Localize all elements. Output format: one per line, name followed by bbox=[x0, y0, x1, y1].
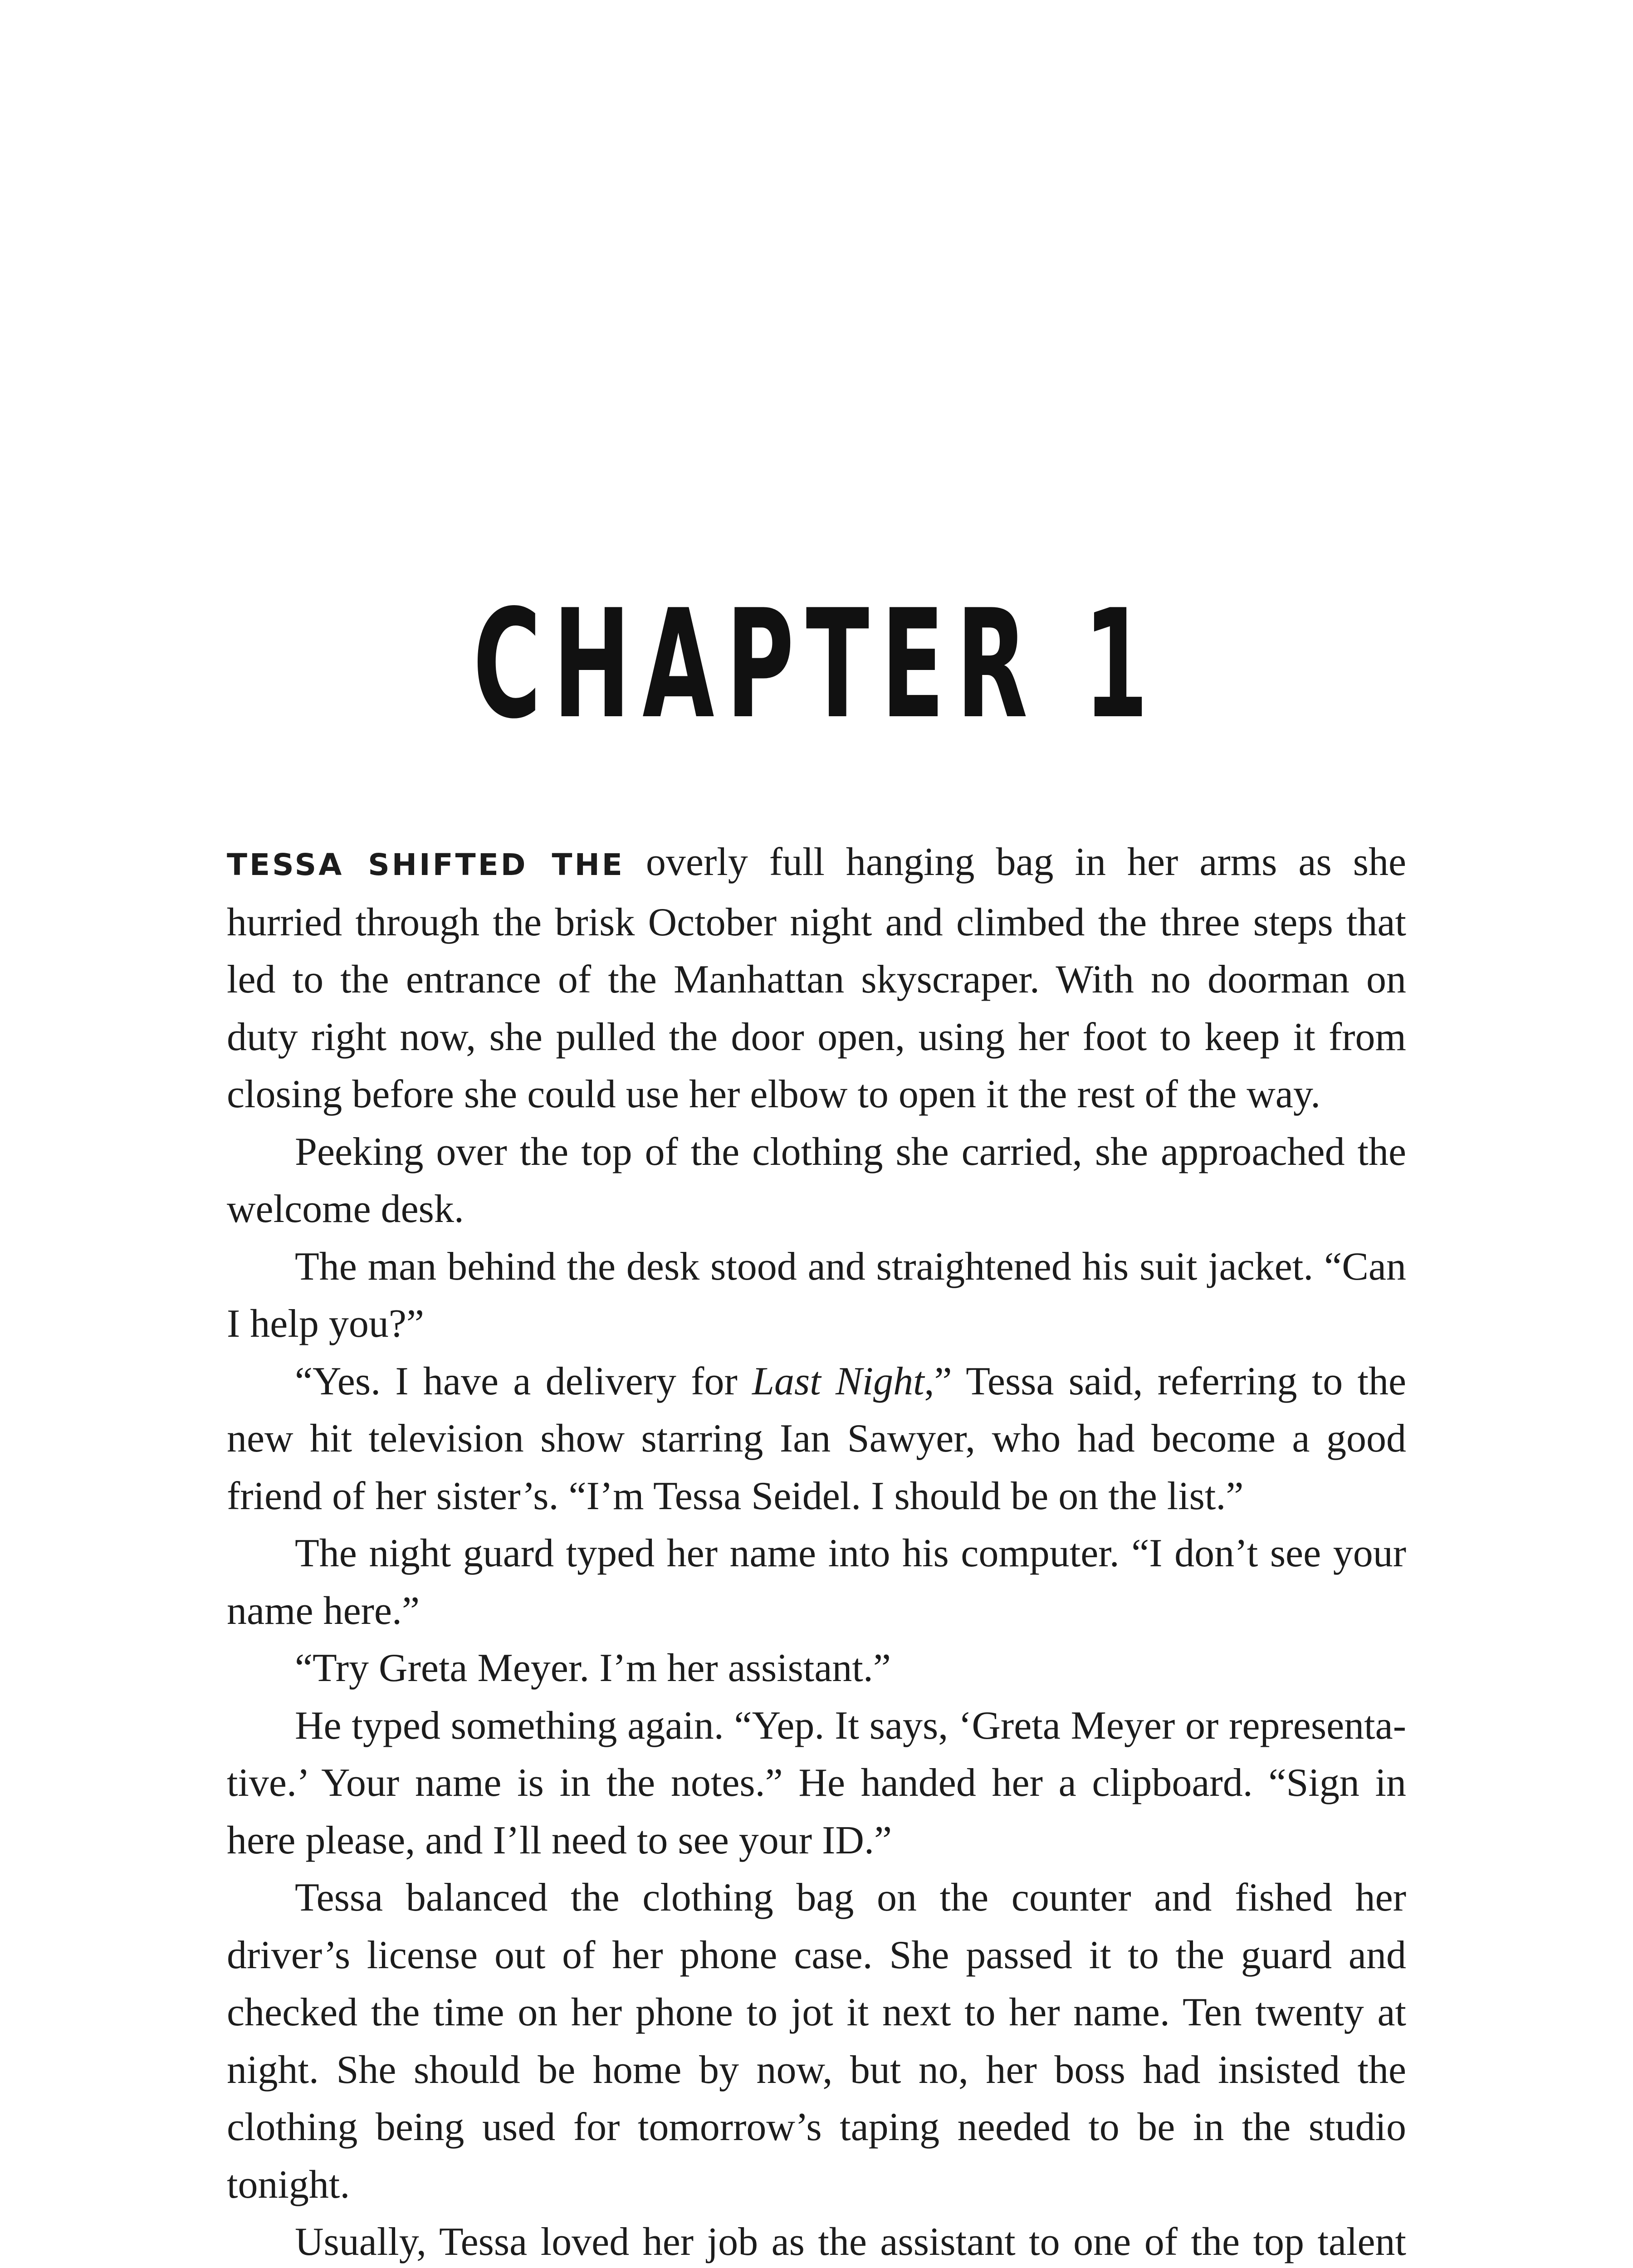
paragraph-7: He typed something again. “Yep. It says, ‘Greta Meyer or representative.’ Your name is in the notes.” He handed her a clipboard. “Sign in here please, and I’ll need to see your ID.” bbox=[227, 1703, 1406, 1862]
show-title-italic: Last Night bbox=[752, 1359, 924, 1403]
paragraph-text: ,” Tessa said, referring to the new hit television show starring Ian Sawyer, who had become a good friend of her sister’s. “I’m Tessa Seidel. I should be on the list.” bbox=[227, 1359, 1407, 1518]
paragraph-8: Tessa balanced the clothing bag on the counter and fished her driver’s license out of her phone case. She passed it to the guard and checked the time on her phone to jot it next to her name. Ten twenty at night. She should be home by now, but no, her boss had insisted the clothing being used for tomorrow’s taping needed to be in the studio tonight. bbox=[227, 1876, 1406, 2207]
paragraph-9: Usually, Tessa loved her job as the assistant to one of the top talent bbox=[295, 2220, 1406, 2264]
paragraph-text: overly full hanging bag in her arms as she hurried through the brisk October night and climbed the three steps that led to the entrance of the Manhattan skyscraper. With no doorman on duty right now, she pulled the door open, using her foot to keep it from closing before she could use her elbow to open it the rest of the way. bbox=[227, 840, 1407, 1116]
paragraph-2: Peeking over the top of the clothing she carried, she approached the welcome desk. bbox=[227, 1129, 1406, 1231]
paragraph-text: “Yes. I have a delivery for bbox=[295, 1359, 753, 1403]
lead-in-small-caps: TESSA SHIFTED THE bbox=[227, 847, 625, 882]
paragraph-5: The night guard typed her name into his computer. “I don’t see your name here.” bbox=[227, 1531, 1406, 1633]
chapter-body bbox=[227, 834, 1406, 2268]
paragraph-6: “Try Greta Meyer. I’m her assistant.” bbox=[295, 1646, 891, 1690]
paragraph-1 bbox=[227, 834, 1406, 1124]
paragraph-4 bbox=[227, 1353, 1406, 1525]
paragraph-3: The man behind the desk stood and straightened his suit jacket. “Can I help you?” bbox=[227, 1244, 1406, 1346]
chapter-title: CHAPTER 1 bbox=[473, 577, 1160, 752]
